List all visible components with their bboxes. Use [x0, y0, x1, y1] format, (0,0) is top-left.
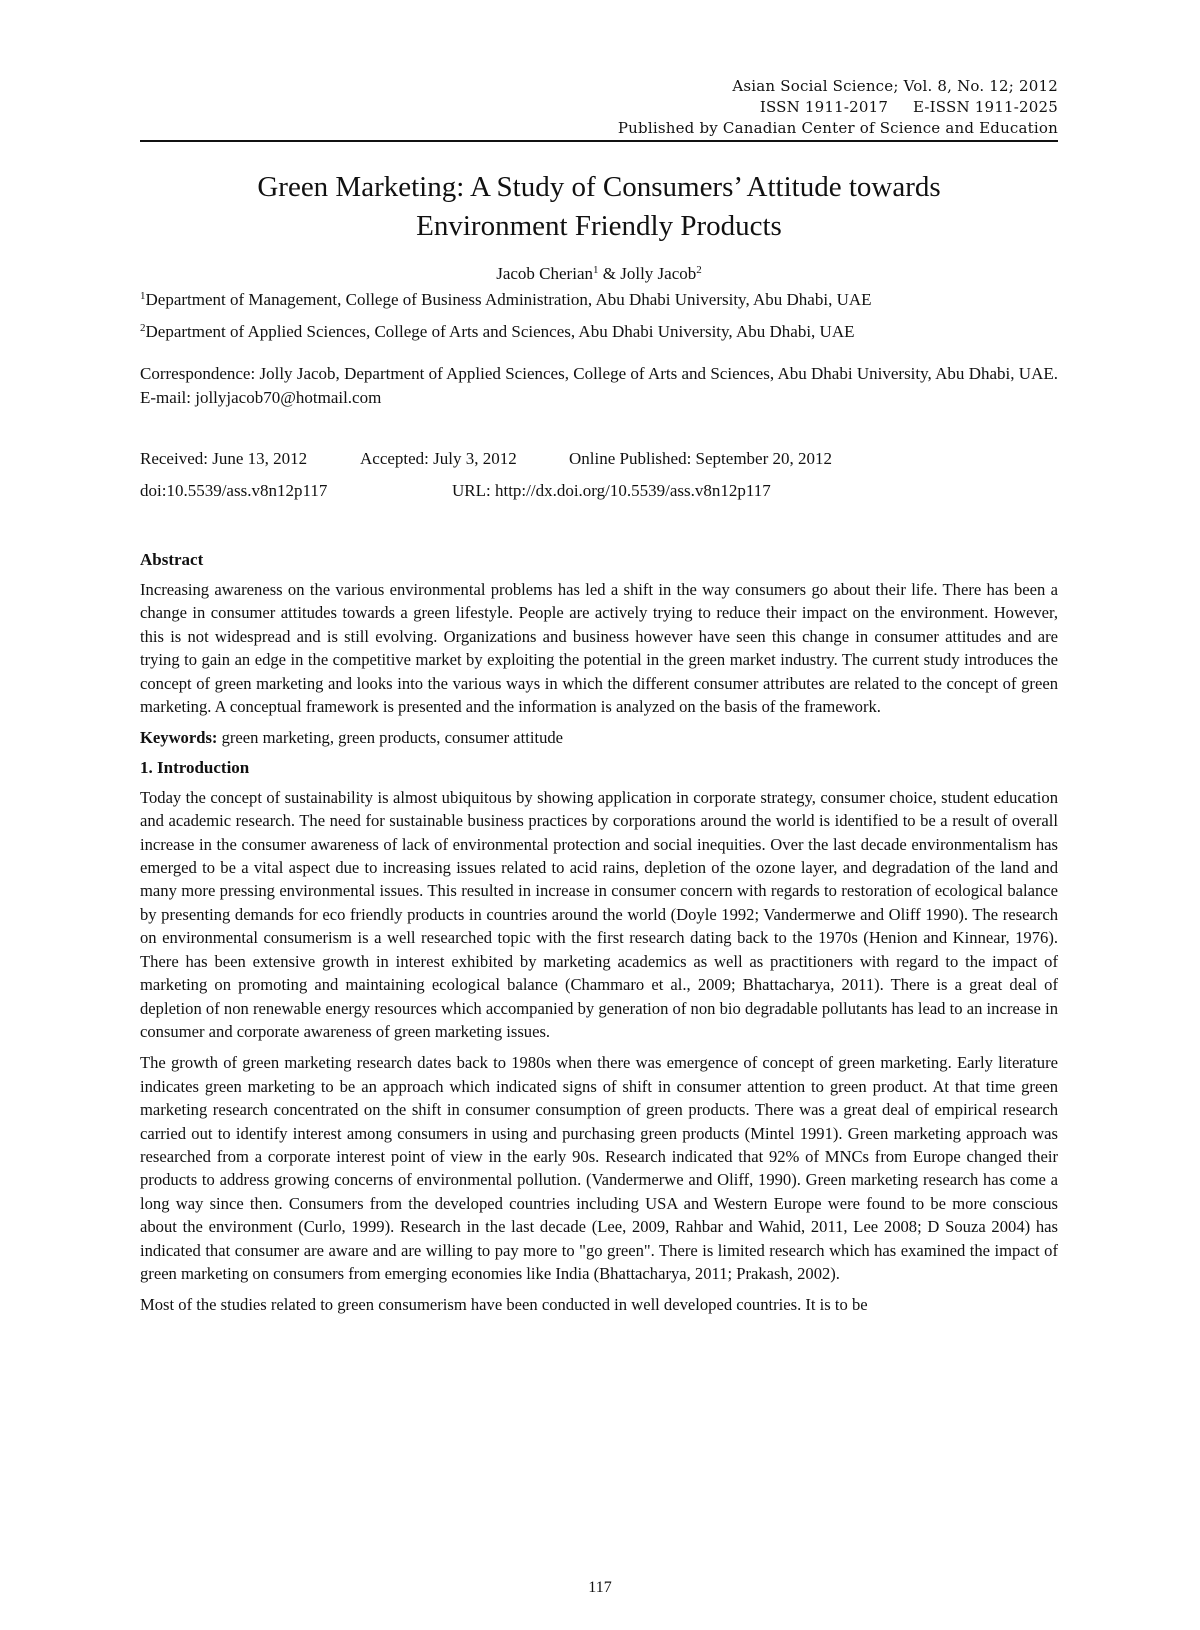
header-rule — [140, 140, 1058, 142]
author-affiliation-mark: 2 — [696, 264, 702, 276]
affiliation-text: Department of Applied Sciences, College of Arts and Sciences, Abu Dhabi University, Abu Dhabi, UAE — [145, 322, 855, 341]
running-header — [140, 76, 1058, 139]
abstract-text: Increasing awareness on the various environmental problems has led a shift in the way consumers go about their life. There has been a change in consumer attitudes towards a green lifestyle. People are actively trying to reduce their impact on the environment. However, this is not widespread and is still evolving. Organizations and business however have seen this change in consumer attitudes and are trying to gain an edge in the competitive market by exploiting the potential in the green market industry. The current study introduces the concept of green marketing and looks into the various ways in which the different consumer attributes are related to the concept of green marketing. A conceptual framework is presented and the information is analyzed on the basis of the framework. — [140, 580, 1058, 717]
affiliation-mark: 2 — [140, 322, 146, 334]
doi-line — [140, 479, 1058, 503]
doi-url-link[interactable]: URL: http://dx.doi.org/10.5539/ass.v8n12p117 — [452, 481, 771, 500]
correspondence: Correspondence: Jolly Jacob, Department of Applied Sciences, College of Arts and Sciences, Abu Dhabi University, Abu Dhabi, UAE. E-mail: jollyjacob70@hotmail.com — [140, 364, 1058, 407]
article-body — [140, 548, 1058, 1325]
accepted-date: Accepted: July 3, 2012 — [360, 449, 517, 468]
journal-citation: Asian Social Science; Vol. 8, No. 12; 2012 — [732, 77, 1058, 95]
published-date: Online Published: September 20, 2012 — [569, 449, 833, 468]
affiliation-mark: 1 — [140, 290, 146, 302]
introduction-heading: 1. Introduction — [140, 757, 250, 777]
received-date: Received: June 13, 2012 — [140, 449, 308, 468]
keywords — [140, 726, 1058, 749]
title-line-1: Green Marketing: A Study of Consumers’ Attitude towards — [257, 171, 941, 203]
keywords-label: Keywords: — [140, 728, 218, 748]
author-list — [140, 264, 1058, 284]
title-line-2: Environment Friendly Products — [416, 210, 782, 242]
affiliation-text: Department of Management, College of Business Administration, Abu Dhabi University, Abu Dhabi, UAE — [145, 290, 872, 309]
author-separator: & — [598, 264, 621, 283]
keywords-text: green marketing, green products, consumer attitude — [217, 728, 564, 748]
author-name: Jolly Jacob — [620, 264, 697, 283]
author-affiliation-mark: 1 — [593, 264, 599, 276]
intro-paragraph-3: Most of the studies related to green consumerism have been conducted in well developed countries. It is to be — [140, 1295, 868, 1315]
affiliation-2 — [140, 320, 1058, 344]
abstract-heading: Abstract — [140, 550, 204, 569]
article-title — [140, 168, 1058, 246]
publisher-line: Published by Canadian Center of Science and Education — [617, 119, 1058, 137]
issn-line: ISSN 1911-2017 E-ISSN 1911-2025 — [759, 98, 1058, 116]
intro-paragraph-1: Today the concept of sustainability is almost ubiquitous by showing application in corporate strategy, consumer choice, student education and academic research. The need for sustainable business practices by corporations around the world is identified to be a result of overall increase in the consumer awareness of lack of environmental protection and social inequities. Over the last decade environmentalism has emerged to be a vital aspect due to increasing issues related to acid rains, depletion of the ozone layer, and degradation of the land and many more pressing environmental issues. This resulted in increase in consumer concern with regards to restoration of ecological balance by presenting demands for eco friendly products in countries around the world (Doyle 1992; Vandermerwe and Oliff 1990). The research on environmental consumerism is a well researched topic with the first research dating back to the 1970s (Henion and Kinnear, 1976). There has been extensive growth in interest exhibited by marketing academics as well as practitioners with regard to the impact of marketing on promoting and maintaining ecological balance (Chammaro et al., 2009; Bhattacharya, 2011). There is a great deal of depletion of non renewable energy resources which accompanied by generation of non bio degradable pollutants has lead to an increase in consumer and corporate awareness of green marketing issues. — [140, 787, 1058, 1041]
doi: doi:10.5539/ass.v8n12p117 — [140, 481, 328, 500]
author-name: Jacob Cherian — [496, 264, 593, 283]
intro-paragraph-2: The growth of green marketing research dates back to 1980s when there was emergence of concept of green marketing. Early literature indicates green marketing to be an approach which indicated signs of shift in consumer attention to green product. At that time green marketing research concentrated on the shift in consumer consumption of green products. There was a great deal of empirical research carried out to identify interest among consumers in using and purchasing green products (Mintel 1991). Green marketing approach was researched from a corporate interest point of view in the early 90s. Research indicated that 92% of MNCs from Europe changed their products to address growing concerns of environmental pollution. (Vandermerwe and Oliff, 1990). Green marketing research has come a long way since then. Consumers from the developed countries including USA and Western Europe were found to be more conscious about the environment (Curlo, 1999). Research in the last decade (Lee, 2009, Rahbar and Wahid, 2011, Lee 2008; D Souza 2004) has indicated that consumer are aware and are willing to pay more to "go green". There is limited research which has examined the impact of green marketing on consumers from emerging economies like India (Bhattacharya, 2011; Prakash, 2002). — [140, 1053, 1058, 1283]
affiliation-1 — [140, 288, 1058, 312]
page-number: 117 — [588, 1579, 612, 1596]
publication-dates — [140, 447, 1058, 471]
